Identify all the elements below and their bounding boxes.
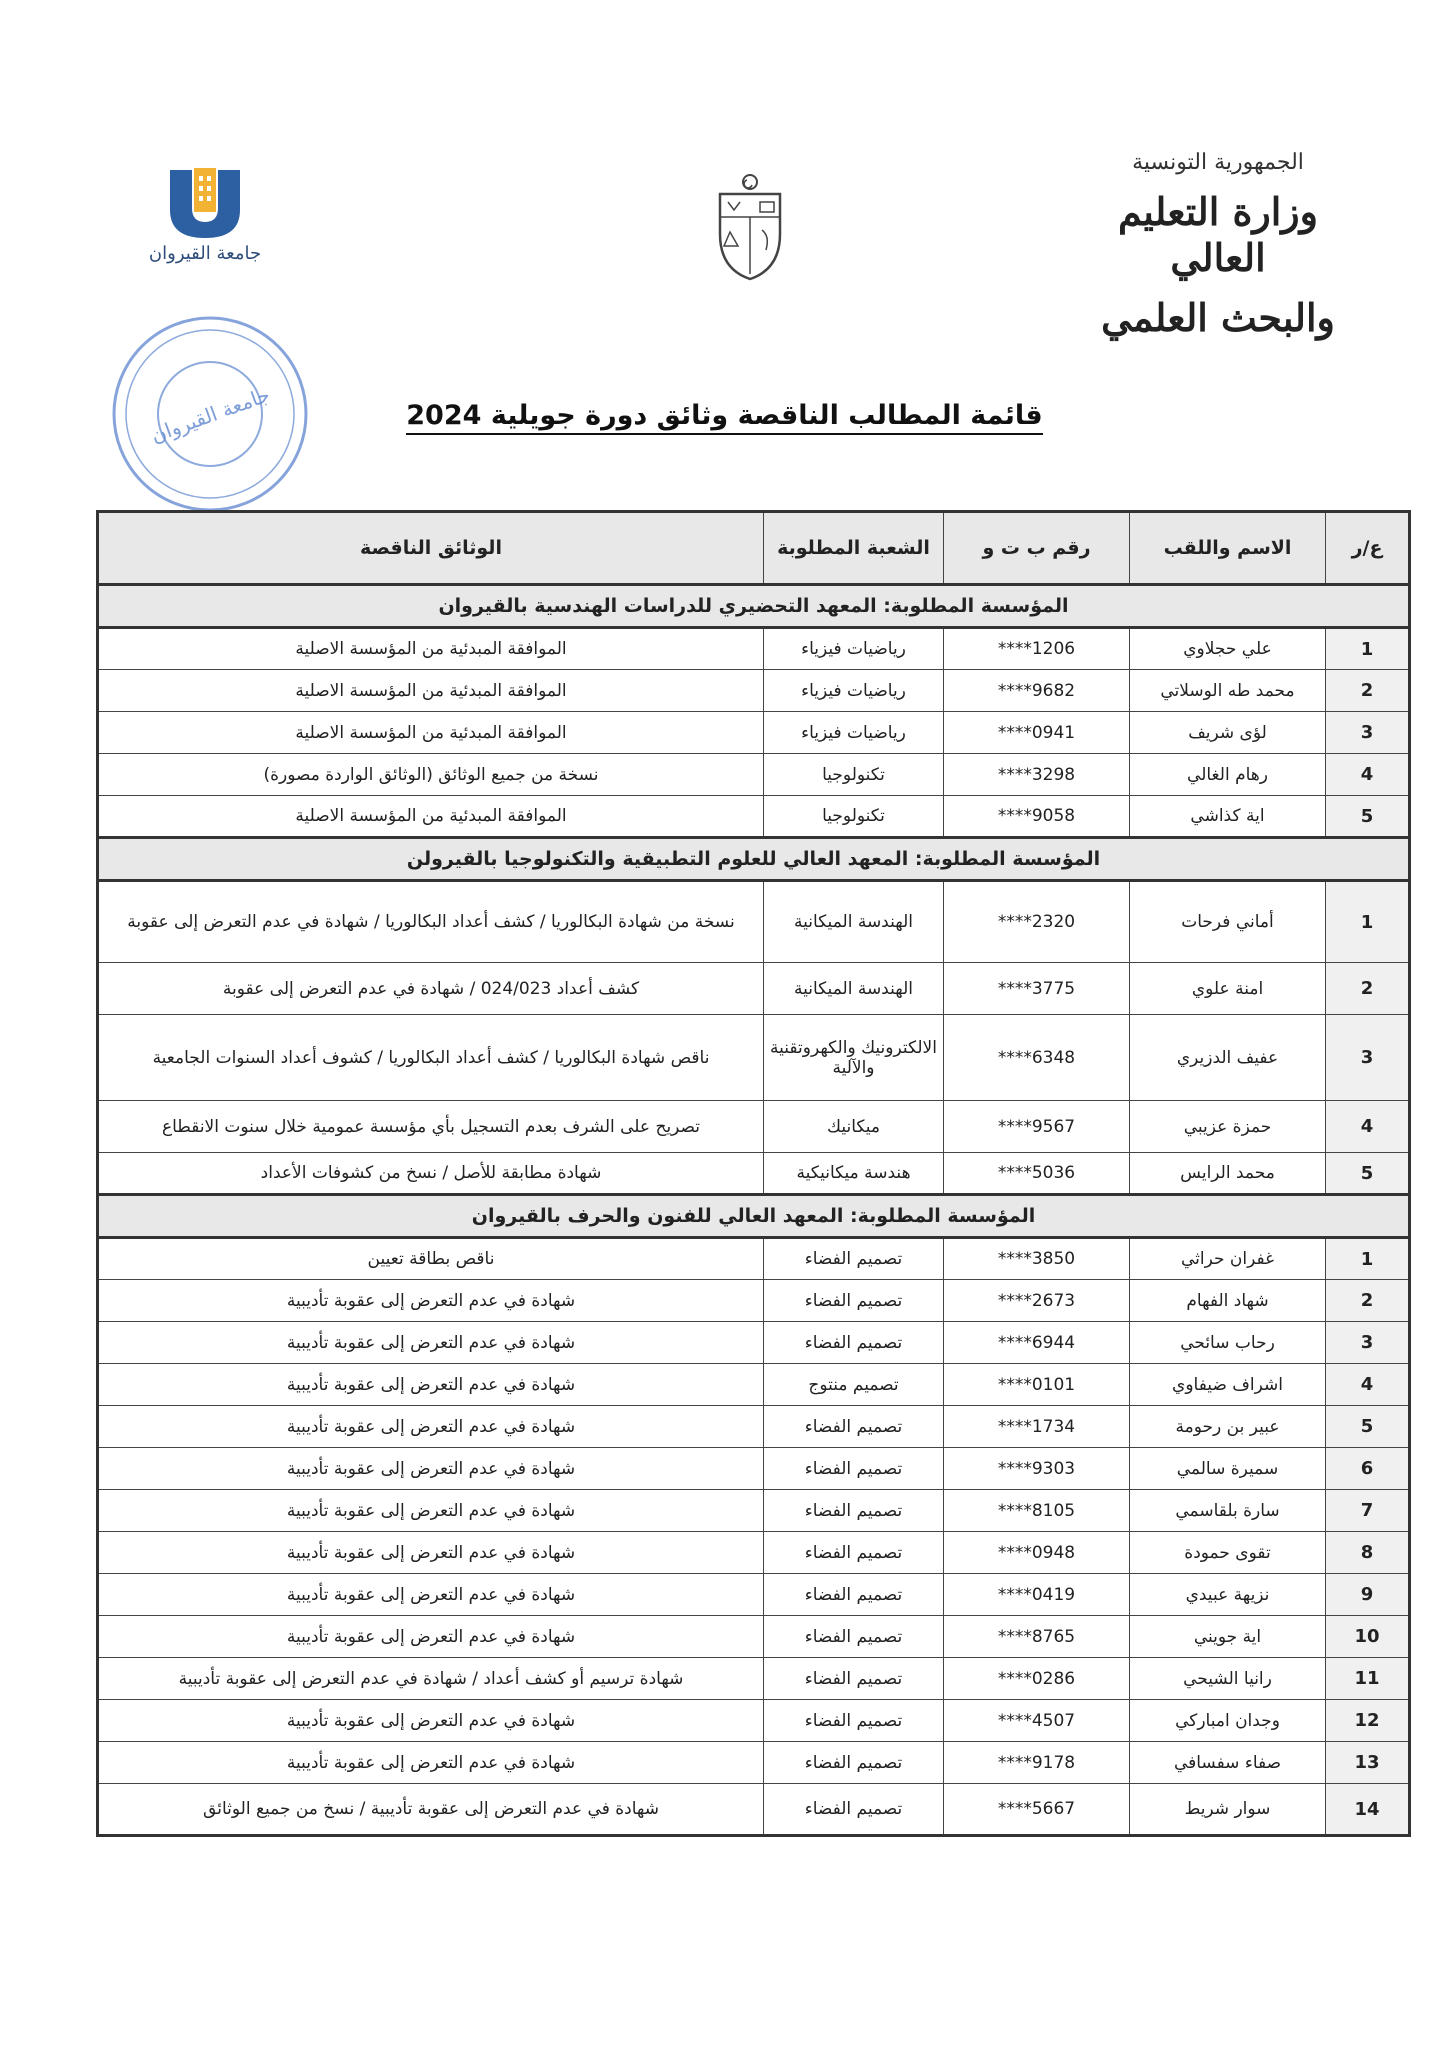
table-row (98, 1574, 1410, 1616)
cell-n: 14 (1326, 1784, 1410, 1836)
cell-n: 4 (1326, 1364, 1410, 1406)
cell-branch: الالكترونيك والكهروتقنية والآلية (764, 1015, 944, 1101)
cell-n: 8 (1326, 1532, 1410, 1574)
republic-label: الجمهورية التونسية (1132, 150, 1304, 175)
cell-branch: رياضيات فيزياء (764, 628, 944, 670)
ministry-name-line2: والبحث العلمي (1101, 295, 1335, 340)
cell-branch: تكنولوجيا (764, 754, 944, 796)
cell-id: ****6348 (944, 1015, 1130, 1101)
header-num: ع/ر (1326, 512, 1410, 585)
cell-n: 5 (1326, 796, 1410, 838)
table-row (98, 1616, 1410, 1658)
cell-n: 4 (1326, 1101, 1410, 1153)
cell-branch: تصميم الفضاء (764, 1238, 944, 1280)
university-name: جامعة القيروان (148, 243, 262, 264)
tunisia-coat-of-arms-icon (710, 172, 790, 282)
header-name: الاسم واللقب (1130, 512, 1326, 585)
cell-docs: كشف أعداد 024/023 / شهادة في عدم التعرض إلى عقوبة (98, 963, 764, 1015)
cell-n: 1 (1326, 628, 1410, 670)
table-row (98, 670, 1410, 712)
table-row (98, 1742, 1410, 1784)
cell-docs: شهادة في عدم التعرض إلى عقوبة تأديبية (98, 1742, 764, 1784)
ministry-header (1083, 150, 1353, 341)
cell-n: 9 (1326, 1574, 1410, 1616)
cell-id: ****0419 (944, 1574, 1130, 1616)
cell-name: اية كذاشي (1130, 796, 1326, 838)
header-docs: الوثائق الناقصة (98, 512, 764, 585)
cell-docs: شهادة في عدم التعرض إلى عقوبة تأديبية (98, 1700, 764, 1742)
table-row (98, 1322, 1410, 1364)
cell-name: سارة بلقاسمي (1130, 1490, 1326, 1532)
cell-n: 2 (1326, 670, 1410, 712)
cell-name: أماني فرحات (1130, 881, 1326, 963)
cell-branch: تصميم الفضاء (764, 1322, 944, 1364)
institution-row (98, 838, 1410, 881)
table-row (98, 1700, 1410, 1742)
cell-name: سوار شريط (1130, 1784, 1326, 1836)
cell-n: 11 (1326, 1658, 1410, 1700)
cell-name: غفران حراثي (1130, 1238, 1326, 1280)
cell-docs: شهادة في عدم التعرض إلى عقوبة تأديبية (98, 1448, 764, 1490)
cell-branch: تصميم منتوج (764, 1364, 944, 1406)
cell-branch: تكنولوجيا (764, 796, 944, 838)
cell-name: سميرة سالمي (1130, 1448, 1326, 1490)
table-row (98, 1490, 1410, 1532)
cell-n: 3 (1326, 712, 1410, 754)
cell-name: علي حجلاوي (1130, 628, 1326, 670)
missing-documents-table (96, 510, 1411, 1837)
cell-branch: تصميم الفضاء (764, 1532, 944, 1574)
cell-branch: تصميم الفضاء (764, 1448, 944, 1490)
header-branch: الشعبة المطلوبة (764, 512, 944, 585)
table-row (98, 1238, 1410, 1280)
cell-n: 6 (1326, 1448, 1410, 1490)
table-row (98, 963, 1410, 1015)
cell-name: اية جويني (1130, 1616, 1326, 1658)
table-header-row (98, 512, 1410, 585)
cell-n: 7 (1326, 1490, 1410, 1532)
university-u-icon (150, 162, 260, 242)
cell-branch: تصميم الفضاء (764, 1784, 944, 1836)
institution-name: المؤسسة المطلوبة: المعهد العالي للفنون والحرف بالقيروان (98, 1195, 1410, 1238)
cell-id: ****6944 (944, 1322, 1130, 1364)
cell-branch: تصميم الفضاء (764, 1700, 944, 1742)
cell-docs: ناقص بطاقة تعيين (98, 1238, 764, 1280)
cell-name: نزيهة عبيدي (1130, 1574, 1326, 1616)
institution-row (98, 585, 1410, 628)
cell-branch: تصميم الفضاء (764, 1616, 944, 1658)
university-stamp (108, 312, 313, 517)
cell-n: 2 (1326, 963, 1410, 1015)
cell-id: ****3298 (944, 754, 1130, 796)
cell-branch: رياضيات فيزياء (764, 712, 944, 754)
document-title-text: قائمة المطالب الناقصة وثائق دورة جويلية 2024 (406, 400, 1042, 435)
cell-branch: الهندسة الميكانية (764, 881, 944, 963)
cell-branch: تصميم الفضاء (764, 1574, 944, 1616)
cell-docs: ناقص شهادة البكالوريا / كشف أعداد البكالوريا / كشوف أعداد السنوات الجامعية (98, 1015, 764, 1101)
cell-branch: رياضيات فيزياء (764, 670, 944, 712)
cell-docs: شهادة في عدم التعرض إلى عقوبة تأديبية (98, 1574, 764, 1616)
stamp-text: جامعة القيروان (147, 382, 274, 448)
cell-n: 2 (1326, 1280, 1410, 1322)
table-row (98, 1448, 1410, 1490)
cell-n: 3 (1326, 1322, 1410, 1364)
cell-branch: تصميم الفضاء (764, 1490, 944, 1532)
table-row (98, 754, 1410, 796)
cell-id: ****1734 (944, 1406, 1130, 1448)
cell-id: ****3850 (944, 1238, 1130, 1280)
cell-branch: ميكانيك (764, 1101, 944, 1153)
cell-docs: شهادة في عدم التعرض إلى عقوبة تأديبية (98, 1280, 764, 1322)
institution-name: المؤسسة المطلوبة: المعهد التحضيري للدراسات الهندسية بالقيروان (98, 585, 1410, 628)
cell-name: اشراف ضيفاوي (1130, 1364, 1326, 1406)
cell-id: ****9178 (944, 1742, 1130, 1784)
document-title (300, 400, 1149, 431)
cell-name: رهام الغالي (1130, 754, 1326, 796)
cell-branch: تصميم الفضاء (764, 1406, 944, 1448)
cell-id: ****8765 (944, 1616, 1130, 1658)
cell-docs: الموافقة المبدئية من المؤسسة الاصلية (98, 796, 764, 838)
cell-id: ****9682 (944, 670, 1130, 712)
table-row (98, 1364, 1410, 1406)
institution-row (98, 1195, 1410, 1238)
cell-id: ****3775 (944, 963, 1130, 1015)
cell-docs: تصريح على الشرف بعدم التسجيل بأي مؤسسة عمومية خلال سنوت الانقطاع (98, 1101, 764, 1153)
cell-name: شهاد الفهام (1130, 1280, 1326, 1322)
cell-n: 5 (1326, 1406, 1410, 1448)
table-row (98, 1784, 1410, 1836)
table-row (98, 1280, 1410, 1322)
cell-branch: تصميم الفضاء (764, 1742, 944, 1784)
cell-id: ****0941 (944, 712, 1130, 754)
table-row (98, 1101, 1410, 1153)
cell-branch: هندسة ميكانيكية (764, 1153, 944, 1195)
cell-name: رحاب سائحي (1130, 1322, 1326, 1364)
cell-id: ****8105 (944, 1490, 1130, 1532)
cell-n: 3 (1326, 1015, 1410, 1101)
cell-docs: شهادة في عدم التعرض إلى عقوبة تأديبية (98, 1406, 764, 1448)
cell-name: عبير بن رحومة (1130, 1406, 1326, 1448)
table-body (98, 585, 1410, 1836)
cell-id: ****0286 (944, 1658, 1130, 1700)
institution-name: المؤسسة المطلوبة: المعهد العالي للعلوم التطبيقية والتكنولوجيا بالقيرولن (98, 838, 1410, 881)
cell-docs: شهادة في عدم التعرض إلى عقوبة تأديبية (98, 1490, 764, 1532)
cell-branch: الهندسة الميكانية (764, 963, 944, 1015)
cell-n: 1 (1326, 1238, 1410, 1280)
cell-docs: الموافقة المبدئية من المؤسسة الاصلية (98, 712, 764, 754)
cell-id: ****4507 (944, 1700, 1130, 1742)
cell-id: ****2673 (944, 1280, 1130, 1322)
table-row (98, 1406, 1410, 1448)
cell-docs: شهادة في عدم التعرض إلى عقوبة تأديبية (98, 1616, 764, 1658)
table-row (98, 1153, 1410, 1195)
cell-docs: شهادة في عدم التعرض إلى عقوبة تأديبية (98, 1364, 764, 1406)
header-id: رقم ب ت و (944, 512, 1130, 585)
cell-id: ****0101 (944, 1364, 1130, 1406)
cell-n: 5 (1326, 1153, 1410, 1195)
table-row (98, 628, 1410, 670)
cell-id: ****1206 (944, 628, 1130, 670)
cell-name: محمد طه الوسلاتي (1130, 670, 1326, 712)
cell-docs: شهادة في عدم التعرض إلى عقوبة تأديبية (98, 1322, 764, 1364)
cell-id: ****9303 (944, 1448, 1130, 1490)
cell-docs: شهادة ترسيم أو كشف أعداد / شهادة في عدم التعرض إلى عقوبة تأديبية (98, 1658, 764, 1700)
cell-docs: شهادة في عدم التعرض إلى عقوبة تأديبية (98, 1532, 764, 1574)
table-row (98, 796, 1410, 838)
cell-branch: تصميم الفضاء (764, 1658, 944, 1700)
cell-id: ****5667 (944, 1784, 1130, 1836)
cell-name: حمزة عزيبي (1130, 1101, 1326, 1153)
cell-id: ****5036 (944, 1153, 1130, 1195)
cell-name: تقوى حمودة (1130, 1532, 1326, 1574)
cell-docs: نسخة من جميع الوثائق (الوثائق الواردة مصورة) (98, 754, 764, 796)
cell-name: وجدان امباركي (1130, 1700, 1326, 1742)
table-row (98, 881, 1410, 963)
cell-id: ****9058 (944, 796, 1130, 838)
cell-id: ****2320 (944, 881, 1130, 963)
cell-docs: الموافقة المبدئية من المؤسسة الاصلية (98, 670, 764, 712)
table-row (98, 712, 1410, 754)
cell-id: ****9567 (944, 1101, 1130, 1153)
cell-name: صفاء سفسافي (1130, 1742, 1326, 1784)
cell-docs: شهادة مطابقة للأصل / نسخ من كشوفات الأعداد (98, 1153, 764, 1195)
cell-docs: شهادة في عدم التعرض إلى عقوبة تأديبية / نسخ من جميع الوثائق (98, 1784, 764, 1836)
cell-id: ****0948 (944, 1532, 1130, 1574)
cell-name: لؤى شريف (1130, 712, 1326, 754)
cell-n: 4 (1326, 754, 1410, 796)
cell-n: 1 (1326, 881, 1410, 963)
cell-docs: نسخة من شهادة البكالوريا / كشف أعداد البكالوريا / شهادة في عدم التعرض إلى عقوبة (98, 881, 764, 963)
cell-n: 10 (1326, 1616, 1410, 1658)
table-row (98, 1532, 1410, 1574)
ministry-name-line1: وزارة التعليم العالي (1117, 189, 1319, 280)
cell-name: امنة علوي (1130, 963, 1326, 1015)
table-row (98, 1658, 1410, 1700)
cell-n: 12 (1326, 1700, 1410, 1742)
cell-name: محمد الرايس (1130, 1153, 1326, 1195)
cell-name: عفيف الدزيري (1130, 1015, 1326, 1101)
cell-docs: الموافقة المبدئية من المؤسسة الاصلية (98, 628, 764, 670)
table-row (98, 1015, 1410, 1101)
cell-n: 13 (1326, 1742, 1410, 1784)
university-logo (145, 162, 265, 282)
cell-branch: تصميم الفضاء (764, 1280, 944, 1322)
cell-name: رانيا الشيحي (1130, 1658, 1326, 1700)
